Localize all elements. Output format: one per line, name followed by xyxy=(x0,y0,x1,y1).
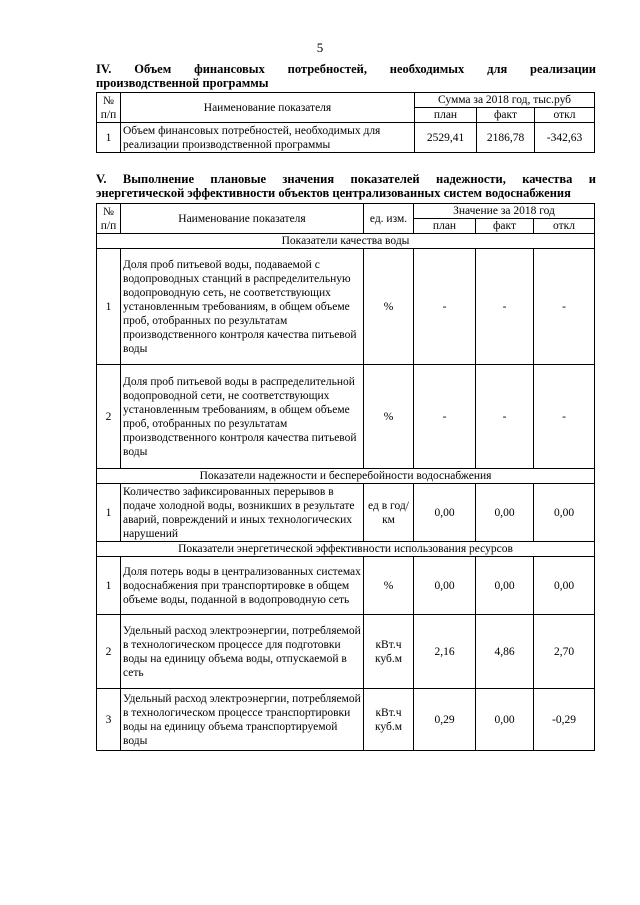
header-name: Наименование показателя xyxy=(121,204,364,234)
row-num: 2 xyxy=(97,365,121,469)
row-dev: 0,00 xyxy=(534,484,595,542)
section-4-title-line1: IV. Объем финансовых потребностей, необходимых для реализации xyxy=(96,62,596,76)
row-name: Объем финансовых потребностей, необходимых для реализации производственной программы xyxy=(121,123,415,153)
row-fact: - xyxy=(476,249,534,365)
row-plan: 0,00 xyxy=(414,557,476,615)
header-sum: Сумма за 2018 год, тыс.руб xyxy=(415,93,595,108)
header-name: Наименование показателя xyxy=(121,93,415,123)
section-5-heading xyxy=(96,172,596,200)
indicators-table xyxy=(96,203,595,751)
row-dev: - xyxy=(534,249,595,365)
row-unit: кВт.ч куб.м xyxy=(364,615,414,689)
row-name: Удельный расход электроэнергии, потребляемой в технологическом процессе для подготовки воды на единицу объема воды, отпускаемой в сеть xyxy=(121,615,364,689)
header-num: № п/п xyxy=(97,93,121,123)
row-plan: 0,00 xyxy=(414,484,476,542)
row-name: Количество зафиксированных перерывов в подаче холодной воды, возникших в результате аварий, повреждений и иных технологических нарушений xyxy=(121,484,364,542)
header-fact: факт xyxy=(477,108,535,123)
row-plan: 2,16 xyxy=(414,615,476,689)
row-fact: 2186,78 xyxy=(477,123,535,153)
section-4-title-line2: производственной программы xyxy=(96,76,269,90)
row-unit: % xyxy=(364,557,414,615)
header-num: № п/п xyxy=(97,204,121,234)
group-title-reliability: Показатели надежности и бесперебойности водоснабжения xyxy=(97,469,595,484)
section-5-title-line1: V. Выполнение плановые значения показателей надежности, качества и xyxy=(96,172,596,186)
row-plan: - xyxy=(414,249,476,365)
row-unit: кВт.ч куб.м xyxy=(364,689,414,751)
row-fact: 4,86 xyxy=(476,615,534,689)
row-name: Доля потерь воды в централизованных системах водоснабжения при транспортировке в общем объеме воды, поданной в водопроводную сеть xyxy=(121,557,364,615)
row-dev: - xyxy=(534,365,595,469)
row-num: 1 xyxy=(97,484,121,542)
row-name: Доля проб питьевой воды, подаваемой с водопроводных станций в распределительную водопроводную сеть, не соответствующих установленным требованиям, в общем объеме проб, отобранных по результатам производственного контроля качества питьевой воды xyxy=(121,249,364,365)
header-dev: откл xyxy=(534,219,595,234)
header-value: Значение за 2018 год xyxy=(414,204,595,219)
row-fact: - xyxy=(476,365,534,469)
row-unit: % xyxy=(364,365,414,469)
table-row xyxy=(97,615,595,689)
row-plan: 0,29 xyxy=(414,689,476,751)
header-plan: план xyxy=(414,219,476,234)
section-4-heading xyxy=(96,62,596,90)
table-row xyxy=(97,557,595,615)
header-fact: факт xyxy=(476,219,534,234)
row-num: 3 xyxy=(97,689,121,751)
header-unit: ед. изм. xyxy=(364,204,414,234)
table-row xyxy=(97,365,595,469)
section-5-title-line2: энергетической эффективности объектов централизованных систем водоснабжения xyxy=(96,186,571,200)
row-num: 1 xyxy=(97,557,121,615)
row-dev: 2,70 xyxy=(534,615,595,689)
row-fact: 0,00 xyxy=(476,557,534,615)
row-unit: % xyxy=(364,249,414,365)
financial-needs-table xyxy=(96,92,595,153)
group-title-energy: Показатели энергетической эффективности использования ресурсов xyxy=(97,542,595,557)
header-dev: откл xyxy=(535,108,595,123)
table-row xyxy=(97,249,595,365)
row-fact: 0,00 xyxy=(476,689,534,751)
row-num: 1 xyxy=(97,249,121,365)
row-dev: 0,00 xyxy=(534,557,595,615)
row-dev: -0,29 xyxy=(534,689,595,751)
group-title-quality: Показатели качества воды xyxy=(97,234,595,249)
row-fact: 0,00 xyxy=(476,484,534,542)
table-row xyxy=(97,123,595,153)
row-name: Удельный расход электроэнергии, потребляемой в технологическом процессе транспортировки воды на единицу объема транспортируемой воды xyxy=(121,689,364,751)
table-row xyxy=(97,484,595,542)
row-plan: 2529,41 xyxy=(415,123,477,153)
page-number: 5 xyxy=(316,40,324,55)
row-unit: ед в год/ км xyxy=(364,484,414,542)
header-plan: план xyxy=(415,108,477,123)
row-name: Доля проб питьевой воды в распределительной водопроводной сети, не соответствующих установленным требованиям, в общем объеме проб, отобранных по результатам производственного контроля качества питьевой воды xyxy=(121,365,364,469)
row-num: 1 xyxy=(97,123,121,153)
row-plan: - xyxy=(414,365,476,469)
row-dev: -342,63 xyxy=(535,123,595,153)
row-num: 2 xyxy=(97,615,121,689)
table-row xyxy=(97,689,595,751)
